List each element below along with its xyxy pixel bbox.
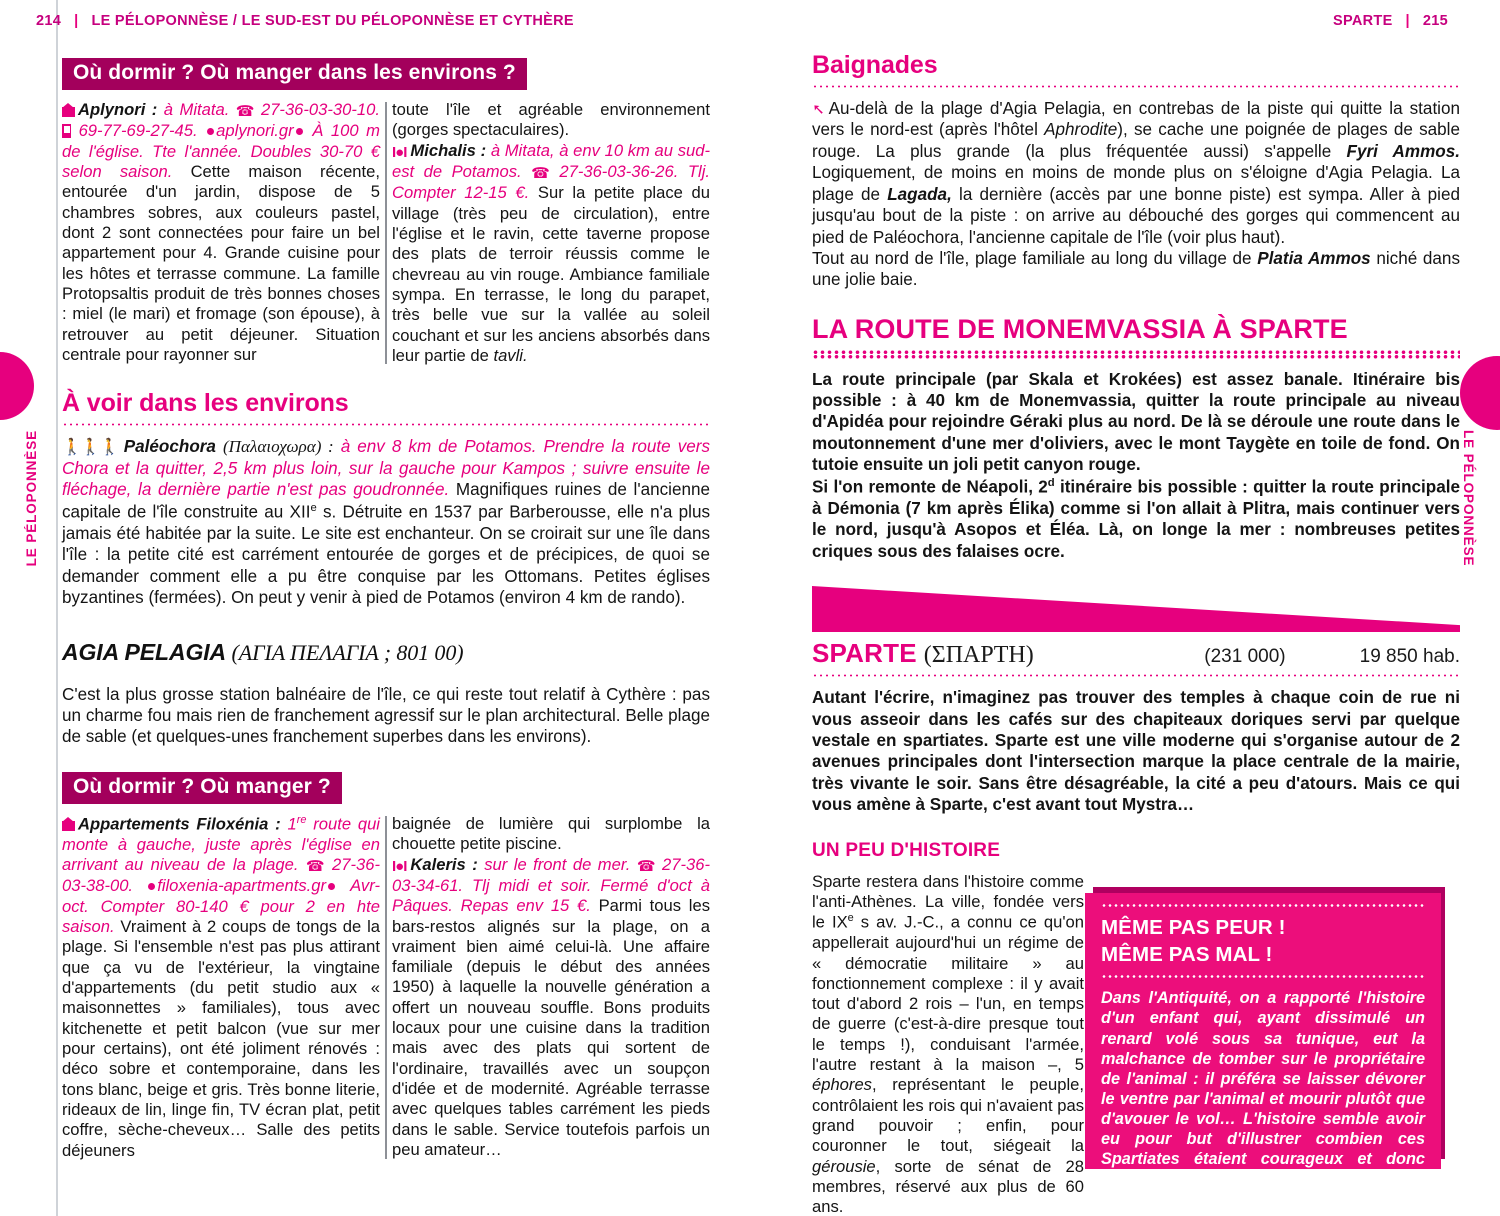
histoire-paragraph [812, 872, 1084, 1216]
term-gerousie: gérousie [812, 1156, 876, 1176]
rating-walkers-icon: 🚶🚶🚶 [62, 438, 119, 456]
listing-name: Aplynori : [78, 100, 158, 120]
folio-left: 214 [36, 13, 62, 29]
section-title-route: LA ROUTE DE MONEMVASSIA À SPARTE [812, 313, 1348, 344]
phone-icon: ☎ [636, 857, 656, 875]
listing-description-italic-tail: tavli. [493, 345, 528, 365]
text-b: s av. J.-C., a connu ce qu'on appellerait aujourd'hui un régime de « démocratie militaire » au fonctionnement complexe : il y avait tout d'abord 2 rois – l'un, en temps de guerre (c'est-à-dire presque tout le temps !), conduisant l'armée, l'autre restant à la maison –, 5 [812, 912, 1084, 1075]
route-paragraph-1: La route principale (par Skala et Krokées) est assez banale. Itinéraire bis possible : à 40 km de Monemvassia, quitter la route principale au niveau d'Apidéa pour rejoindre Géraki plus au nord. De là se déroule une route dans le moutonnement d'une mer d'oliviers, avec le mont Taygète en toile de fond. On tutoie ensuite un joli petit canyon rouge. [812, 369, 1460, 475]
restaurant-icon: I●I [392, 857, 407, 875]
column-rule [380, 814, 392, 1161]
section-title-a-voir: À voir dans les environs [62, 389, 349, 418]
text-c: Logiquement, de moins en moins de monde plus on s'éloigne d'Agia Pelagia. La plage de [812, 163, 1460, 204]
section-ou-dormir-manger [62, 772, 710, 804]
text-a: Sparte restera dans l'histoire comme l'anti-Athènes. La ville, fondée vers le IX [812, 871, 1084, 932]
locality-greek: (ΑΓΙΑ ΠΕΛΑΓΙΑ ; 801 00) [231, 639, 464, 665]
section-agia-pelagia [62, 639, 710, 748]
column-rule [380, 100, 392, 366]
beach-name-fyri-ammos: Fyri Ammos. [1346, 141, 1460, 161]
bullet-icon [328, 883, 335, 890]
listing-location: à Mitata. [163, 100, 230, 120]
listing-practical: Tlj midi et soir. Fermé d'oct à Pâques. Repas env 15 €. [392, 875, 710, 916]
callout-title [1101, 908, 1425, 974]
beach-name-lagada: Lagada, [887, 184, 952, 204]
ordinal-sup: d [1047, 476, 1055, 489]
listing-ordinal-sup: re [296, 813, 307, 826]
region-population: (231 000) [1204, 646, 1286, 668]
section-band-ou-dormir-environs: Où dormir ? Où manger dans les environs ? [62, 58, 527, 90]
section-title-histoire: UN PEU D'HISTOIRE [812, 839, 1001, 861]
runhead-divider-left: | [74, 13, 79, 29]
callout-title-line-2: MÊME PAS MAL ! [1101, 942, 1273, 966]
listing-name: Kaleris : [410, 854, 478, 874]
locality-name: AGIA PELAGIA [62, 638, 226, 665]
city-greek-name: (ΣΠΑΡΤΗ) [923, 642, 1034, 669]
dotted-rule [812, 674, 1460, 677]
listing-name: Appartements Filoxénia : [78, 814, 281, 834]
listings-subcol-1b [392, 100, 710, 366]
locality-intro: C'est la plus grosse station balnéaire de l'île, ce qui reste tout relatif à Cythère : pas un charme fou mais rien de franchement agressif sur le plan architectural. Belle plage de sable (et quelques-unes franchement superbes dans les environs). [62, 684, 710, 747]
city-name-line [812, 638, 1460, 669]
entry-paleochora [62, 436, 710, 609]
locality-heading [62, 639, 710, 666]
listing-phone: 27-36-03-38-00. [62, 855, 380, 896]
listing-practical: À 100 m de l'église. Tte l'année. Doubles 30-70 € selon saison. [62, 121, 380, 182]
running-head-left [36, 13, 574, 29]
listing-mobile: 69-77-69-27-45. [78, 121, 198, 141]
listing-phone: 27-36-03-30-10. [260, 100, 380, 120]
city-intro-paragraph: Autant l'écrire, n'imaginez pas trouver des temples à chaque coin de rue ni vous asseoir dans les cafés sur des chapiteaux doriques servi par quelque vestale en spartiates. Sparte est une ville moderne qui s'organise autour de 2 avenues principales dont l'intersection marque la place centrale de la mairie, très vivante le soir. Sans être désagréable, la cité a peu d'atours. Mais ce qui vous amène à Sparte, c'est avant tout Mystra… [812, 688, 1460, 815]
listing-description: Vraiment à 2 coups de tongs de la plage. Si l'ensemble n'est pas plus attirant que ça vu de l'extérieur, la vingtaine d'appartements (du petit studio aux « maisonnettes » familiales), tous avec kitchenette et petit balcon (vue sur mer pour certains), ont été joliment rénovés : déco sobre et contemporaine, dans les tons blanc, beige et gris. Très bonne literie, rideaux de lin, linge fin, TV écran plat, petit coffre, sèche-cheveux… Salle des petits déjeuners [62, 917, 380, 1160]
text-d: , sorte de sénat de 28 membres, réservé aux plus de 60 ans. [812, 1156, 1084, 1216]
side-tab-left-label: LE PÉLOPONNÈSE [24, 430, 39, 567]
listing-directions-b: route qui monte à gauche, juste après l'église en arrivant au niveau de la plage. [62, 814, 380, 875]
running-title-left: LE PÉLOPONNÈSE / LE SUD-EST DU PÉLOPONNÈSE ET CYTHÈRE [91, 13, 574, 29]
hotel-icon [62, 103, 75, 117]
term-ephores: éphores [812, 1075, 872, 1095]
decorative-wedge-wrap [812, 586, 1460, 632]
left-margin-rule [56, 0, 58, 1216]
city-name: SPARTE [812, 638, 917, 669]
mobile-icon [62, 124, 71, 138]
listing-michalis [392, 141, 710, 367]
listing-name: Michalis : [410, 140, 487, 160]
entry-name: Paléochora [123, 436, 216, 456]
listing-phone: 27-36-03-36-26. [559, 162, 679, 182]
bullet-icon [296, 128, 303, 135]
entry-greek-name: (Παλαιοχωρα) : [222, 436, 334, 456]
listing-phone: 27-36-03-34-61. [392, 854, 710, 895]
listing-description-cont: toute l'île et agréable environnement (gorges spectaculaires). [392, 100, 710, 140]
entry-text-b: s. Détruite en 1537 par Barberousse, elle n'a plus jamais été habitée par la suite. Le site est enchanteur. On se croirait sur une île dans l'île : la petite cité est carrément entourée de gorges et de précipices, de quoi se demander comment elle a pu être conquise par les Ottomans. Petites églises byzantines (fermées). On peut y venir à pied de Potamos (environ 4 km de rando). [62, 502, 710, 608]
text-a: Si l'on remonte de Néapoli, 2 [812, 477, 1048, 497]
decorative-wedge [812, 586, 1460, 632]
listing-directions-a: 1 [287, 814, 297, 834]
dotted-rule [812, 85, 1460, 88]
listings-subcol-2a [62, 814, 380, 1161]
section-band-ou-dormir-manger: Où dormir ? Où manger ? [62, 772, 342, 804]
listing-practical: Tlj. Compter 12-15 €. [392, 162, 710, 203]
section-a-voir [62, 390, 710, 608]
hotel-name-italic: Aphrodite [1044, 120, 1118, 140]
section-title-baignades: Baignades [812, 51, 938, 79]
listings-subcol-1a [62, 100, 380, 366]
left-column-content [62, 58, 710, 1161]
bullet-icon [207, 128, 214, 135]
city-header-sparte [812, 586, 1460, 816]
dotted-rule-bold [812, 350, 1460, 359]
running-head-right [1333, 13, 1448, 29]
listing-description: Sur la petite place du village (très peu de circulation), entre l'église et le ravin, cette taverne propose des plats de terroir réussis comme le chevreau au vin rouge. Ambiance familiale sympa. En terrasse, le long du parapet, très belle vue sur la vallée au soleil couchant et sur les anciens absorbés dans leur partie de [392, 183, 710, 365]
listing-kaleris [392, 855, 710, 1161]
baignades-paragraph-2 [812, 248, 1460, 291]
section-baignades [812, 52, 1460, 291]
listings-block-2 [62, 814, 710, 1161]
listing-description: Cette maison récente, entourée d'un jardin, dispose de 5 chambres sobres, aux couleurs pastel, dont 2 sont connectées pour faire un bel appartement pour 4. Grande cuisine pour les hôtes et terrasse commune. La famille Protopsaltis produit de très bonnes choses : miel (le mari) et fromage (son épouse), à retrouver au petit déjeuner. Situation centrale pour rayonner sur [62, 162, 380, 364]
text-b: ), se cache une poignée de plages de sable rouge. La plus grande (la plus fréquentée aussi) s'appelle [812, 120, 1460, 161]
phone-icon: ☎ [305, 858, 325, 876]
listing-filoxenia [62, 814, 380, 1161]
listing-location: à Mitata, à env 10 km au sud-est de Potamos. [392, 140, 710, 182]
text-b: itinéraire bis possible : quitter la route principale à Démonia (7 km après Élika) comme si l'on allait à Plitra, mais continuer vers le nord, jusqu'à Asopos et Éléa. Là, on longe la mer : nombreuses petites criques sous des falaises ocre. [812, 477, 1460, 561]
bullet-icon [148, 883, 155, 890]
listings-subcol-2b [392, 814, 710, 1161]
callout-body: Dans l'Antiquité, on a rapporté l'histoire d'un enfant qui, ayant dissimulé un renard volé sous sa tunique, eut la malchance de tomber sur le propriétaire de l'animal : il préféra se laisser dévorer le ventre par l'animal et mourir plutôt que d'avouer le vol… L'histoire semble avoir eu pour but d'illustrer combien ces Spartiates étaient courageux et donc dangereux pour la démocratie athénienne. [1101, 989, 1425, 1209]
phone-icon: ☎ [235, 103, 255, 121]
dotted-rule [62, 423, 710, 426]
listing-location: sur le front de mer. [484, 854, 631, 874]
callout-inner [1085, 893, 1441, 1216]
listing-description: Parmi tous les bars-restos alignés sur la plage, on a vraiment bien aimé celui-là. Une affaire familiale (depuis le début des années 1950) à laquelle la nouvelle génération a offert un nouveau souffle. Bons produits locaux pour une cuisine dans la tradition mais avec des plats qui sortent de l'ordinaire, travaillés avec un soupçon d'idée et de modernité. Agréable terrasse avec quelques tables carrément les pieds dans le sable. Service toutefois parfois un peu amateur… [392, 896, 710, 1159]
hotel-icon [62, 817, 75, 831]
callout-box-meme-pas-peur [1085, 893, 1441, 1209]
text-d: la dernière (accès par une bonne piste) est sympa. Aller à pied jusqu'au bout de la piste : on arrive au débouché des gorges qui commencent au pied de Paléochora, l'ancienne capitale de l'île (voir plus haut). [812, 184, 1460, 247]
side-tab-right-label: LE PÉLOPONNÈSE [1461, 430, 1476, 567]
route-paragraph-2 [812, 476, 1460, 562]
listing-description-cont: baignée de lumière qui surplombe la chouette petite piscine. [392, 813, 710, 854]
listing-web: filoxenia-apartments.gr [157, 876, 326, 896]
text-a: Tout au nord de l'île, plage familiale au long du village de [812, 248, 1258, 268]
phone-icon: ☎ [531, 165, 550, 183]
callout-title-line-1: MÊME PAS PEUR ! [1101, 916, 1286, 939]
text-a: Au-delà de la plage d'Agia Pelagia, en contrebas de la piste qui quitte la station vers le nord-est (après l'hôtel [812, 98, 1460, 140]
entry-ordinal-sup: e [310, 501, 317, 514]
listing-filoxenia-continued [392, 814, 710, 855]
listing-aplynori-continued [392, 100, 710, 141]
section-route-monemvassia [812, 315, 1460, 562]
listing-web: aplynori.gr [216, 121, 294, 141]
ordinal-sup: e [847, 912, 854, 925]
swimmer-icon: ➚ [812, 100, 825, 118]
runhead-divider-right: | [1405, 13, 1410, 29]
text-b: niché dans une jolie baie. [812, 248, 1460, 290]
running-title-right: SPARTE [1333, 13, 1393, 29]
beach-name-platia-ammos: Platia Ammos [1257, 248, 1371, 268]
restaurant-icon: I●I [392, 143, 407, 161]
text-c: , représentant le peuple, contrôlaient les rois qui n'avaient pas grand pouvoir ; enfin, pour couronner le tout, siégeait la [812, 1075, 1084, 1156]
listings-block-1 [62, 100, 710, 366]
city-population: 19 850 hab. [1359, 646, 1460, 668]
listing-practical: Avr-oct. Compter 80-140 € pour 2 en hte saison. [62, 876, 380, 937]
folio-right: 215 [1422, 13, 1448, 29]
entry-text-a: Magnifiques ruines de l'ancienne capitale de l'île construite au XII [62, 480, 710, 522]
baignades-paragraph-1 [812, 98, 1460, 248]
entry-directions: à env 8 km de Potamos. Prendre la route vers Chora et la quitter, 2,5 km plus loin, sur la gauche pour Kampos ; suivre ensuite le fléchage, la dernière partie n'est pas goudronnée. [62, 436, 711, 500]
listing-aplynori [62, 100, 380, 365]
